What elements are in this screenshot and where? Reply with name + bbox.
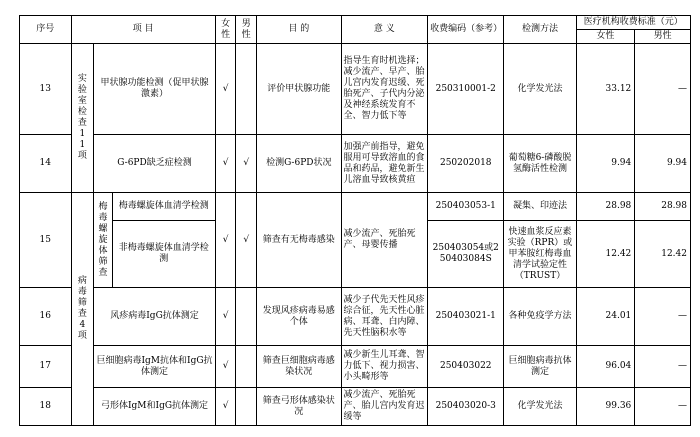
row-code-a: 250403053-1	[428, 193, 504, 221]
row-fee-male: —	[635, 288, 691, 346]
row-purpose: 筛查巨细胞病毒感染状况	[257, 346, 342, 388]
row-seq: 18	[20, 388, 72, 426]
row-method: 葡萄糖6-磷酸脱氢酶活性检测	[504, 135, 576, 193]
row-fee-female-a: 28.98	[576, 193, 635, 221]
row-male: √	[236, 135, 257, 193]
row-purpose: 筛查弓形体感染状况	[257, 388, 342, 426]
fee-table	[19, 15, 691, 426]
row-fee-male: —	[635, 44, 691, 135]
row-method-a: 凝集、印迹法	[504, 193, 576, 221]
row-female: √	[215, 193, 236, 288]
row-item-a: 梅毒螺旋体血清学检测	[112, 193, 215, 221]
header-fee-male: 男性	[635, 30, 691, 44]
header-fee-female: 女性	[576, 30, 635, 44]
row-female: √	[215, 135, 236, 193]
row-seq: 14	[20, 135, 72, 193]
row-item: 甲状腺功能检测（促甲状腺激素）	[94, 44, 216, 135]
row-purpose: 发现风疹病毒易感个体	[257, 288, 342, 346]
table-row	[20, 193, 691, 221]
row-code: 250310001-2	[428, 44, 504, 135]
row-fee-male: —	[635, 346, 691, 388]
header-male: 男性	[236, 16, 257, 44]
header-meaning: 意 义	[341, 16, 428, 44]
row-male	[236, 44, 257, 135]
row-meaning: 指导生育时机选择；减少流产、早产、胎儿宫内发育迟缓、死胎死产、子代内分泌及神经系统发育不全、智力低下等	[341, 44, 428, 135]
row-female: √	[215, 44, 236, 135]
header-seq: 序号	[20, 16, 72, 44]
group-syphilis: 梅毒螺旋体筛查	[94, 193, 113, 288]
row-item: 弓形体IgM和IgG抗体测定	[94, 388, 216, 426]
row-item: 巨细胞病毒IgM抗体和IgG抗体测定	[94, 346, 216, 388]
group-lab: 实验室检查11项	[71, 44, 94, 193]
row-code-b: 250403054或250403084S	[428, 221, 504, 288]
table-row	[20, 288, 691, 346]
header-item: 项 目	[71, 16, 215, 44]
row-fee-female: 33.12	[576, 44, 635, 135]
row-female: √	[215, 288, 236, 346]
row-method-b: 快速血浆反应素实验（RPR）或甲苯胺红梅毒血清学试验定性（TRUST）	[504, 221, 576, 288]
group-virus: 病毒筛查4项	[71, 193, 94, 426]
row-seq: 15	[20, 193, 72, 288]
row-meaning: 减少流产、死胎死产、母婴传播	[341, 193, 428, 288]
header-female: 女性	[215, 16, 236, 44]
row-seq: 13	[20, 44, 72, 135]
row-fee-female: 96.04	[576, 346, 635, 388]
header-row	[20, 16, 691, 30]
row-purpose: 评价甲状腺功能	[257, 44, 342, 135]
row-seq: 16	[20, 288, 72, 346]
row-female: √	[215, 346, 236, 388]
row-fee-female: 24.01	[576, 288, 635, 346]
header-method: 检测方法	[504, 16, 576, 44]
row-male	[236, 288, 257, 346]
row-fee-female: 9.94	[576, 135, 635, 193]
table-row	[20, 346, 691, 388]
row-method: 巨细胞病毒抗体测定	[504, 346, 576, 388]
row-code: 250403021-1	[428, 288, 504, 346]
row-fee-male: —	[635, 388, 691, 426]
row-item-b: 非梅毒螺旋体血清学检测	[112, 221, 215, 288]
row-code: 250202018	[428, 135, 504, 193]
header-code: 收费编码（参考）	[428, 16, 504, 44]
row-purpose: 筛查有无梅毒感染	[257, 193, 342, 288]
row-code: 250403020-3	[428, 388, 504, 426]
row-method: 各种免疫学方法	[504, 288, 576, 346]
row-fee-female: 99.36	[576, 388, 635, 426]
row-method: 化学发光法	[504, 44, 576, 135]
row-meaning: 加强产前指导，避免服用可导致溶血的食品和药品，避免新生儿溶血导致核黄疸	[341, 135, 428, 193]
row-meaning: 减少子代先天性风疹综合征，先天性心脏病、耳聋、白内障、先天性脑积水等	[341, 288, 428, 346]
row-seq: 17	[20, 346, 72, 388]
table-row	[20, 44, 691, 135]
row-male: √	[236, 193, 257, 288]
row-male	[236, 388, 257, 426]
row-meaning: 减少新生儿耳聋、智力低下、视力损害、小头畸形等	[341, 346, 428, 388]
row-female: √	[215, 388, 236, 426]
row-method: 化学发光法	[504, 388, 576, 426]
row-item: G-6PD缺乏症检测	[94, 135, 216, 193]
row-fee-female-b: 12.42	[576, 221, 635, 288]
row-item: 风疹病毒IgG抗体测定	[94, 288, 216, 346]
row-meaning: 减少流产、死胎死产、胎儿宫内发育迟缓等	[341, 388, 428, 426]
row-purpose: 检测G-6PD状况	[257, 135, 342, 193]
header-fee: 医疗机构收费标准（元）	[576, 16, 690, 30]
table-row	[20, 388, 691, 426]
table-row	[20, 135, 691, 193]
row-fee-male-b: 12.42	[635, 221, 691, 288]
row-fee-male-a: 28.98	[635, 193, 691, 221]
header-purpose: 目 的	[257, 16, 342, 44]
row-male	[236, 346, 257, 388]
row-fee-male: 9.94	[635, 135, 691, 193]
row-code: 250403022	[428, 346, 504, 388]
